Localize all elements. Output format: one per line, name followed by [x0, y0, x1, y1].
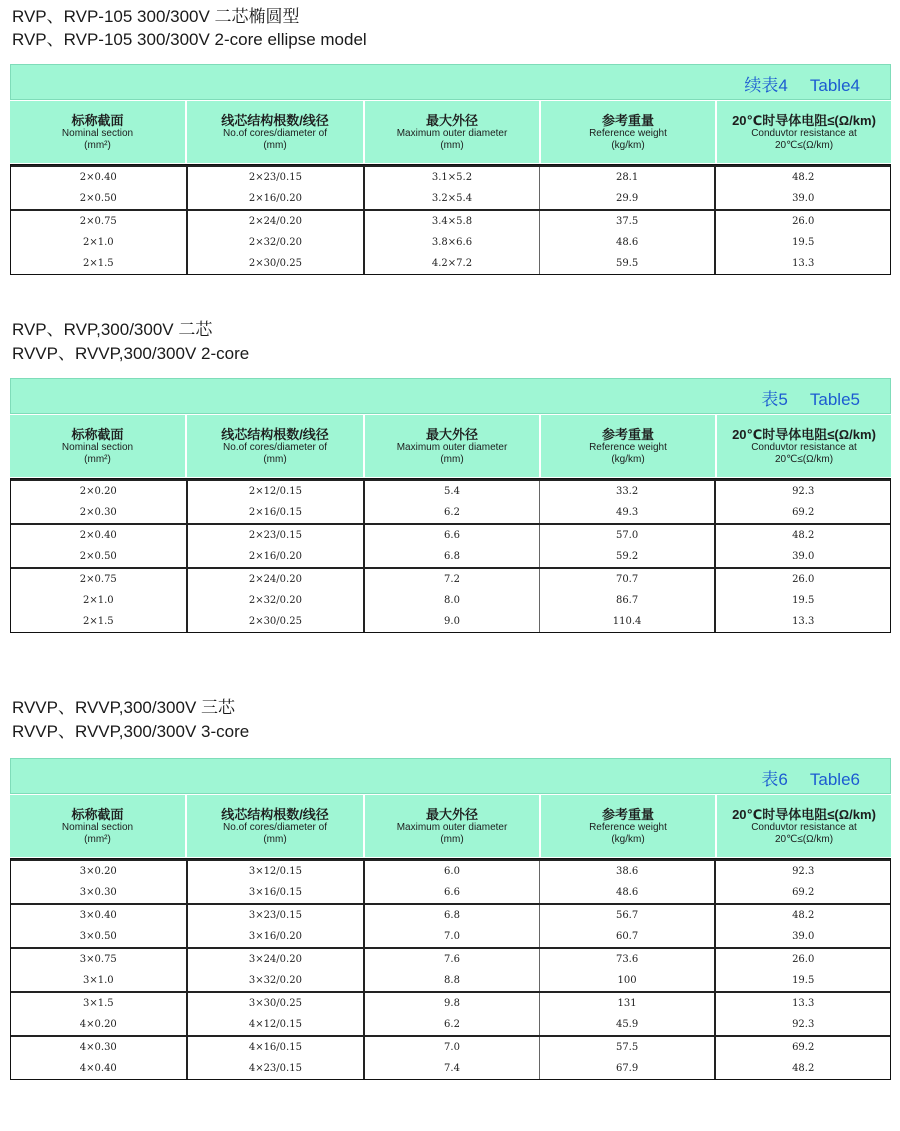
header-en: Nominal section: [61, 821, 134, 833]
cell-conductor-resistance: 92.3: [714, 481, 890, 502]
heading-en: RVVP、RVVP,300/300V 2-core: [12, 344, 250, 363]
cell-reference-weight: 48.6: [539, 882, 715, 903]
cell-max-outer-diameter: 8.0: [363, 590, 539, 611]
cell-cores-diameter: 3×16/0.15: [186, 882, 364, 903]
cell-nominal-section: 2×0.30: [79, 507, 117, 518]
header-unit: (mm²): [84, 833, 111, 845]
header-zh: 最大外径: [425, 806, 478, 822]
header-zh: 线芯结构根数/线径: [221, 112, 329, 128]
cell-reference-weight: 86.7: [539, 590, 715, 611]
caption-en: Table4: [809, 76, 860, 95]
cell-max-outer-diameter: 3.2×5.4: [363, 188, 539, 209]
cell-cores-diameter: 2×30/0.25: [186, 253, 364, 274]
table-row: [11, 905, 890, 926]
cell-max-outer-diameter: 6.8: [363, 905, 539, 926]
header-nominal-section: [10, 101, 187, 163]
cell-conductor-resistance: 48.2: [714, 1058, 890, 1079]
header-zh: 20℃时导体电阻≤(Ω/km): [732, 426, 876, 442]
row-group: [11, 479, 890, 523]
cell-reference-weight: 29.9: [539, 188, 715, 209]
cell-max-outer-diameter: 6.6: [363, 525, 539, 546]
header-en: No.of cores/diameter of: [223, 127, 327, 139]
table-row: [11, 611, 890, 632]
caption-en: Table5: [809, 390, 860, 409]
cell-nominal-section: 3×0.75: [79, 954, 117, 965]
cell-cores-diameter: 3×32/0.20: [186, 970, 364, 991]
row-group: [11, 1035, 890, 1079]
cell-conductor-resistance: 13.3: [714, 993, 890, 1014]
cell-reference-weight: 59.2: [539, 546, 715, 567]
cell-reference-weight: 45.9: [539, 1014, 715, 1035]
cell-nominal-section: 3×1.5: [82, 998, 114, 1009]
header-unit: (kg/km): [611, 139, 645, 151]
cell-reference-weight: 49.3: [539, 502, 715, 523]
header-unit: 20℃≤(Ω/km): [774, 139, 834, 151]
header-en: Maximum outer diameter: [396, 821, 508, 833]
cell-conductor-resistance: 13.3: [714, 253, 890, 274]
cell-max-outer-diameter: 7.4: [363, 1058, 539, 1079]
cell-reference-weight: 28.1: [539, 167, 715, 188]
cell-cores-diameter: 4×16/0.15: [186, 1037, 364, 1058]
table-row: [11, 525, 890, 546]
heading-en: RVVP、RVVP,300/300V 3-core: [12, 722, 250, 741]
header-unit: (mm): [263, 453, 287, 465]
header-unit: (mm²): [84, 453, 111, 465]
cell-max-outer-diameter: 7.2: [363, 569, 539, 590]
row-group: [11, 859, 890, 903]
cell-conductor-resistance: 48.2: [714, 905, 890, 926]
table-caption: [761, 385, 860, 410]
cell-conductor-resistance: 69.2: [714, 882, 890, 903]
header-conductor-resistance: [717, 795, 891, 857]
row-group: [11, 903, 890, 947]
cell-nominal-section: 4×0.30: [79, 1042, 117, 1053]
header-en: Reference weight: [589, 441, 667, 453]
cell-cores-diameter: 4×23/0.15: [186, 1058, 364, 1079]
cell-nominal-section: 3×1.0: [82, 975, 114, 986]
cell-conductor-resistance: 19.5: [714, 232, 890, 253]
table-row: [11, 861, 890, 882]
header-zh: 参考重量: [601, 426, 654, 442]
cell-cores-diameter: 3×30/0.25: [186, 993, 364, 1014]
table-row: [11, 502, 890, 523]
heading-zh: RVP、RVP-105 300/300V 二芯椭圆型: [12, 7, 300, 26]
cell-nominal-section: 2×1.5: [82, 616, 114, 627]
cell-conductor-resistance: 19.5: [714, 590, 890, 611]
header-zh: 20℃时导体电阻≤(Ω/km): [732, 806, 876, 822]
header-unit: (mm): [440, 139, 464, 151]
header-cores-diameter: [187, 415, 365, 477]
header-zh: 线芯结构根数/线径: [221, 426, 329, 442]
cell-max-outer-diameter: 7.6: [363, 949, 539, 970]
header-zh: 20℃时导体电阻≤(Ω/km): [732, 112, 876, 128]
cell-nominal-section: 4×0.40: [79, 1063, 117, 1074]
header-unit: 20℃≤(Ω/km): [774, 833, 834, 845]
row-group: [11, 567, 890, 632]
cell-conductor-resistance: 39.0: [714, 546, 890, 567]
cell-max-outer-diameter: 6.2: [363, 1014, 539, 1035]
cell-conductor-resistance: 48.2: [714, 167, 890, 188]
header-unit: (mm²): [84, 139, 111, 151]
cell-conductor-resistance: 26.0: [714, 569, 890, 590]
cell-reference-weight: 110.4: [539, 611, 715, 632]
table-row: [11, 232, 890, 253]
cell-cores-diameter: 2×16/0.15: [186, 502, 364, 523]
cell-nominal-section: 3×0.20: [79, 866, 117, 877]
header-en: Reference weight: [589, 821, 667, 833]
header-nominal-section: [10, 795, 187, 857]
header-max-outer-diameter: [365, 795, 541, 857]
cell-max-outer-diameter: 6.6: [363, 882, 539, 903]
header-zh: 线芯结构根数/线径: [221, 806, 329, 822]
header-zh: 标称截面: [71, 426, 124, 442]
header-en: No.of cores/diameter of: [223, 821, 327, 833]
cell-conductor-resistance: 48.2: [714, 525, 890, 546]
header-zh: 参考重量: [601, 806, 654, 822]
header-unit: (kg/km): [611, 833, 645, 845]
cell-cores-diameter: 3×23/0.15: [186, 905, 364, 926]
cell-max-outer-diameter: 4.2×7.2: [363, 253, 539, 274]
header-unit: (mm): [263, 139, 287, 151]
header-zh: 标称截面: [71, 806, 124, 822]
header-cores-diameter: [187, 795, 365, 857]
cell-reference-weight: 38.6: [539, 861, 715, 882]
row-group: [11, 523, 890, 567]
header-zh: 标称截面: [71, 112, 124, 128]
table-caption: [744, 71, 860, 96]
table-row: [11, 590, 890, 611]
header-reference-weight: [541, 795, 717, 857]
table-row: [11, 1058, 890, 1079]
table-caption: [761, 765, 860, 790]
heading-zh: RVP、RVP,300/300V 二芯: [12, 320, 213, 339]
cell-conductor-resistance: 39.0: [714, 188, 890, 209]
cell-cores-diameter: 3×16/0.20: [186, 926, 364, 947]
table-row: [11, 970, 890, 991]
cell-cores-diameter: 2×24/0.20: [186, 569, 364, 590]
cell-nominal-section: 2×0.40: [79, 530, 117, 541]
cell-reference-weight: 37.5: [539, 211, 715, 232]
heading-zh: RVVP、RVVP,300/300V 三芯: [12, 698, 236, 717]
cell-cores-diameter: 2×23/0.15: [186, 167, 364, 188]
header-row: [10, 101, 891, 163]
table-row: [11, 481, 890, 502]
cell-nominal-section: 3×0.30: [79, 887, 117, 898]
header-reference-weight: [541, 415, 717, 477]
cell-reference-weight: 57.0: [539, 525, 715, 546]
table-body: [10, 164, 891, 275]
cell-reference-weight: 70.7: [539, 569, 715, 590]
caption-bar: [10, 378, 891, 414]
cell-conductor-resistance: 39.0: [714, 926, 890, 947]
cell-reference-weight: 57.5: [539, 1037, 715, 1058]
row-group: [11, 209, 890, 274]
cell-nominal-section: 2×0.75: [79, 574, 117, 585]
table-row: [11, 188, 890, 209]
header-unit: (mm): [263, 833, 287, 845]
cell-max-outer-diameter: 9.0: [363, 611, 539, 632]
cell-max-outer-diameter: 9.8: [363, 993, 539, 1014]
cell-nominal-section: 2×0.50: [79, 193, 117, 204]
cell-reference-weight: 100: [539, 970, 715, 991]
header-en: Nominal section: [61, 441, 134, 453]
caption-zh: 表6: [761, 770, 788, 789]
cell-nominal-section: 2×1.0: [82, 595, 114, 606]
cell-reference-weight: 48.6: [539, 232, 715, 253]
cell-nominal-section: 2×0.20: [79, 486, 117, 497]
header-conductor-resistance: [717, 415, 891, 477]
cell-conductor-resistance: 69.2: [714, 1037, 890, 1058]
cell-cores-diameter: 2×24/0.20: [186, 211, 364, 232]
header-en: Conduvtor resistance at: [751, 821, 857, 833]
row-group: [11, 947, 890, 991]
header-en: Reference weight: [589, 127, 667, 139]
cell-nominal-section: 4×0.20: [79, 1019, 117, 1030]
header-unit: (kg/km): [611, 453, 645, 465]
table-row: [11, 569, 890, 590]
cell-nominal-section: 3×0.50: [79, 931, 117, 942]
row-group: [11, 165, 890, 209]
table-row: [11, 167, 890, 188]
cell-reference-weight: 56.7: [539, 905, 715, 926]
cell-reference-weight: 67.9: [539, 1058, 715, 1079]
cell-nominal-section: 2×0.75: [79, 216, 117, 227]
cell-max-outer-diameter: 5.4: [363, 481, 539, 502]
cell-reference-weight: 73.6: [539, 949, 715, 970]
header-unit: (mm): [440, 833, 464, 845]
cell-nominal-section: 2×1.5: [82, 258, 114, 269]
table-body: [10, 858, 891, 1080]
cell-max-outer-diameter: 6.0: [363, 861, 539, 882]
table-row: [11, 253, 890, 274]
cell-nominal-section: 2×0.40: [79, 172, 117, 183]
header-zh: 最大外径: [425, 426, 478, 442]
cell-reference-weight: 59.5: [539, 253, 715, 274]
header-en: Conduvtor resistance at: [751, 127, 857, 139]
table-row: [11, 926, 890, 947]
caption-zh: 续表4: [744, 76, 788, 95]
cell-nominal-section: 2×0.50: [79, 551, 117, 562]
cell-conductor-resistance: 19.5: [714, 970, 890, 991]
cell-reference-weight: 33.2: [539, 481, 715, 502]
cell-cores-diameter: 2×12/0.15: [186, 481, 364, 502]
cell-cores-diameter: 2×23/0.15: [186, 525, 364, 546]
cell-max-outer-diameter: 6.8: [363, 546, 539, 567]
cell-cores-diameter: 2×32/0.20: [186, 590, 364, 611]
cell-conductor-resistance: 13.3: [714, 611, 890, 632]
header-nominal-section: [10, 415, 187, 477]
caption-zh: 表5: [761, 390, 788, 409]
header-en: Maximum outer diameter: [396, 441, 508, 453]
table-row: [11, 546, 890, 567]
header-en: Maximum outer diameter: [396, 127, 508, 139]
row-group: [11, 991, 890, 1035]
cell-max-outer-diameter: 7.0: [363, 926, 539, 947]
table-row: [11, 949, 890, 970]
header-zh: 参考重量: [601, 112, 654, 128]
cell-cores-diameter: 2×16/0.20: [186, 546, 364, 567]
header-row: [10, 795, 891, 857]
header-unit: (mm): [440, 453, 464, 465]
cell-conductor-resistance: 92.3: [714, 861, 890, 882]
cell-cores-diameter: 3×12/0.15: [186, 861, 364, 882]
cell-max-outer-diameter: 3.8×6.6: [363, 232, 539, 253]
caption-en: Table6: [809, 770, 860, 789]
table-row: [11, 993, 890, 1014]
cell-conductor-resistance: 26.0: [714, 949, 890, 970]
header-en: Conduvtor resistance at: [751, 441, 857, 453]
header-unit: 20℃≤(Ω/km): [774, 453, 834, 465]
header-max-outer-diameter: [365, 101, 541, 163]
cell-nominal-section: 2×1.0: [82, 237, 114, 248]
cell-conductor-resistance: 92.3: [714, 1014, 890, 1035]
heading-en: RVP、RVP-105 300/300V 2-core ellipse model: [12, 30, 367, 49]
header-zh: 最大外径: [425, 112, 478, 128]
header-en: No.of cores/diameter of: [223, 441, 327, 453]
table-row: [11, 211, 890, 232]
header-max-outer-diameter: [365, 415, 541, 477]
cell-conductor-resistance: 69.2: [714, 502, 890, 523]
table-body: [10, 478, 891, 633]
cell-cores-diameter: 2×32/0.20: [186, 232, 364, 253]
caption-bar: [10, 758, 891, 794]
cell-max-outer-diameter: 8.8: [363, 970, 539, 991]
cell-reference-weight: 131: [539, 993, 715, 1014]
table-row: [11, 882, 890, 903]
cell-max-outer-diameter: 7.0: [363, 1037, 539, 1058]
header-cores-diameter: [187, 101, 365, 163]
cell-conductor-resistance: 26.0: [714, 211, 890, 232]
cell-cores-diameter: 3×24/0.20: [186, 949, 364, 970]
header-row: [10, 415, 891, 477]
header-conductor-resistance: [717, 101, 891, 163]
header-en: Nominal section: [61, 127, 134, 139]
cell-max-outer-diameter: 6.2: [363, 502, 539, 523]
cell-cores-diameter: 4×12/0.15: [186, 1014, 364, 1035]
table-row: [11, 1037, 890, 1058]
header-reference-weight: [541, 101, 717, 163]
cell-reference-weight: 60.7: [539, 926, 715, 947]
cell-cores-diameter: 2×16/0.20: [186, 188, 364, 209]
cell-cores-diameter: 2×30/0.25: [186, 611, 364, 632]
cell-max-outer-diameter: 3.4×5.8: [363, 211, 539, 232]
cell-max-outer-diameter: 3.1×5.2: [363, 167, 539, 188]
caption-bar: [10, 64, 891, 100]
cell-nominal-section: 3×0.40: [79, 910, 117, 921]
table-row: [11, 1014, 890, 1035]
